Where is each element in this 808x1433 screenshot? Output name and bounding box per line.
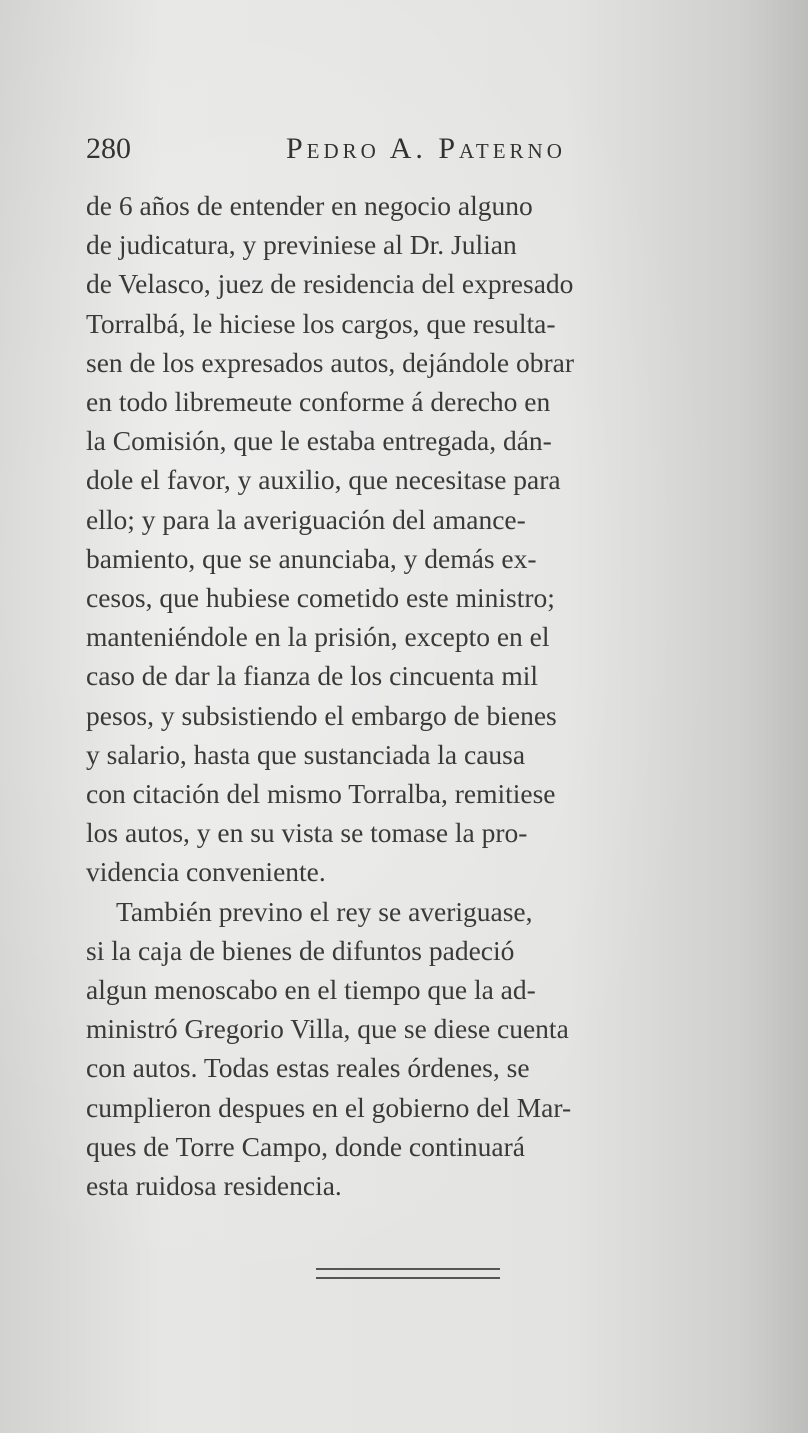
page-number: 280 bbox=[86, 132, 131, 165]
body-text bbox=[86, 186, 728, 1205]
end-rule bbox=[316, 1268, 500, 1279]
paragraph-1: de 6 años de entender en negocio alguno de judicatura, y previniese al Dr. Julian de Velasco, juez de residencia del expresado Torralbá, le hiciese los cargos, que resulta- sen de los expresados autos, dejándole obrar en todo libremeute conforme á derecho en la Comisión, que le estaba entregada, dán- dole el favor, y auxilio, que necesitase para ello; y para la averiguación del amance- bamiento, que se anunciaba, y demás ex- cesos, que hubiese cometido este ministro; manteniéndole en la prisión, excepto en el caso de dar la fianza de los cincuenta mil pesos, y subsistiendo el embargo de bienes y salario, hasta que sustanciada la causa con citación del mismo Torralba, remitiese los autos, y en su vista se tomase la pro- videncia conveniente. bbox=[86, 190, 574, 888]
paragraph-2: También previno el rey se averiguase, si la caja de bienes de difuntos padeció algun menoscabo en el tiempo que la ad- ministró Gregorio Villa, que se diese cuenta con autos. Todas estas reales órdenes, se cumplieron despues en el gobierno del Mar- ques de Torre Campo, donde continuará esta ruidosa residencia. bbox=[86, 895, 572, 1202]
running-head bbox=[86, 132, 726, 176]
running-title: Pedro A. Paterno bbox=[286, 132, 566, 165]
